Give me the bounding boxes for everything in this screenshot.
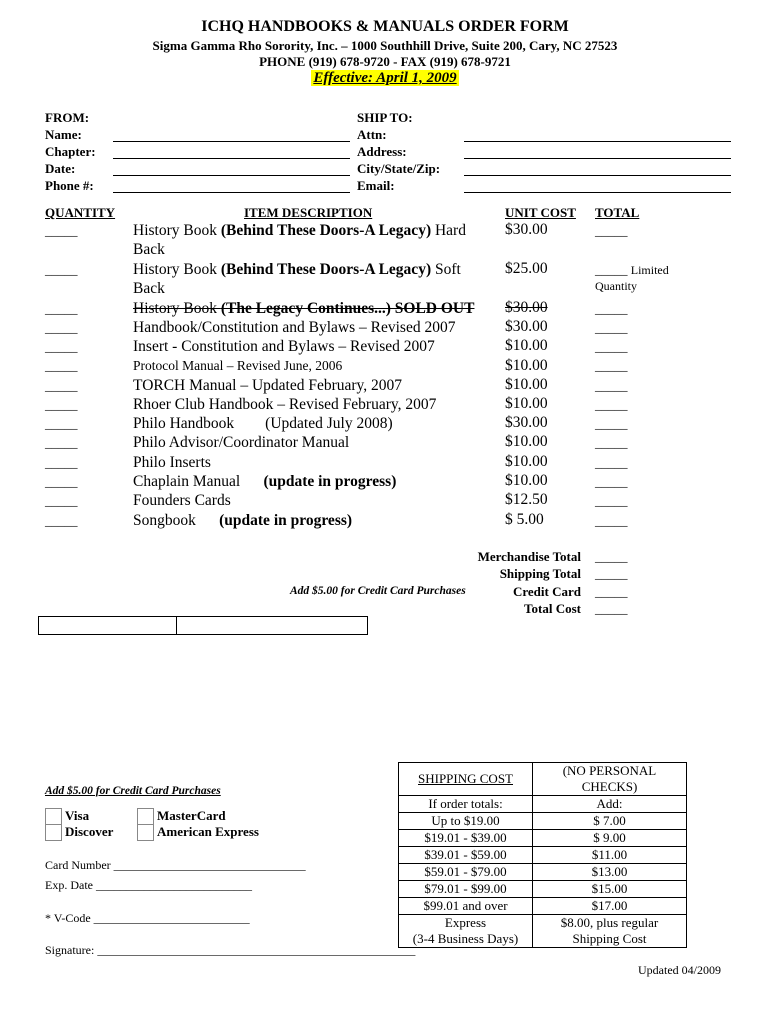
discover-label: Discover	[65, 824, 114, 839]
shipto-address-field[interactable]	[464, 158, 731, 159]
effective-date: Effective: April 1, 2009	[313, 70, 457, 86]
table-row	[399, 847, 687, 864]
total-cost-field[interactable]: _____	[595, 601, 628, 616]
item-description: Philo Handbook (Updated July 2008)	[133, 415, 393, 432]
credit-card-label: Credit Card	[512, 584, 581, 599]
org-address: Sigma Gamma Rho Sorority, Inc. – 1000 Southhill Drive, Suite 200, Cary, NC 27523	[152, 38, 618, 53]
item-description: History Book (Behind These Doors-A Legacy) Soft Back	[133, 261, 461, 297]
item-description: Philo Advisor/Coordinator Manual	[133, 434, 350, 451]
quantity-note: Quantity	[595, 279, 637, 293]
shipto-attn-field[interactable]	[464, 141, 731, 142]
updated-date: Updated 04/2009	[638, 963, 721, 977]
blank-box-divider	[176, 617, 177, 634]
order-range: Up to $19.00	[399, 813, 533, 830]
item-description: Handbook/Constitution and Bylaws – Revised 2007	[133, 319, 456, 336]
amex-checkbox[interactable]	[137, 824, 154, 841]
item-description: Insert - Constitution and Bylaws – Revised 2007	[133, 338, 435, 355]
total-field[interactable]: _____	[595, 301, 628, 316]
shipto-email-label: Email:	[357, 178, 395, 193]
item-description: Songbook (update in progress)	[133, 512, 353, 529]
amex-label: American Express	[157, 824, 259, 839]
col-unit-cost: UNIT COST	[505, 205, 576, 220]
unit-cost: $10.00	[505, 376, 548, 393]
unit-cost: $30.00	[505, 414, 548, 431]
merchandise-total-label: Merchandise Total	[477, 549, 581, 564]
table-row	[399, 881, 687, 898]
table-row	[399, 813, 687, 830]
table-row	[399, 915, 687, 948]
shipping-fee: $ 9.00	[533, 830, 687, 847]
shipto-city-label: City/State/Zip:	[357, 161, 441, 176]
from-name-label: Name:	[45, 127, 82, 142]
table-row	[399, 796, 687, 813]
shipping-cost-table	[398, 762, 687, 948]
order-range: $79.01 - $99.00	[399, 881, 533, 898]
from-chapter-field[interactable]	[113, 158, 350, 159]
shipto-address-label: Address:	[357, 144, 407, 159]
unit-cost: $30.00	[505, 221, 548, 238]
limited-note: Limited	[630, 263, 669, 277]
shipto-heading: SHIP TO:	[357, 110, 413, 125]
cc-surcharge-note: Add $5.00 for Credit Card Purchases	[290, 585, 466, 597]
merchandise-total-field[interactable]: _____	[595, 549, 628, 564]
total-field[interactable]: _____ Limited	[595, 262, 669, 277]
unit-cost: $10.00	[505, 472, 548, 489]
vcode-field[interactable]: * V-Code __________________________	[45, 911, 250, 925]
total-field[interactable]: _____	[595, 513, 628, 528]
unit-cost: $10.00	[505, 357, 548, 374]
total-field[interactable]: _____	[595, 358, 628, 373]
shipping-fee: $ 7.00	[533, 813, 687, 830]
unit-cost: $ 5.00	[505, 511, 544, 528]
unit-cost: $10.00	[505, 433, 548, 450]
total-field[interactable]: _____	[595, 397, 628, 412]
unit-cost: $10.00	[505, 395, 548, 412]
item-description: Rhoer Club Handbook – Revised February, 2007	[133, 396, 437, 413]
total-field[interactable]: _____	[595, 223, 628, 238]
unit-cost: $30.00	[505, 318, 548, 335]
unit-cost: $10.00	[505, 453, 548, 470]
col-total: TOTAL	[595, 205, 640, 220]
item-description: TORCH Manual – Updated February, 2007	[133, 377, 403, 394]
from-phone-label: Phone #:	[45, 178, 94, 193]
phone-fax: PHONE (919) 678-9720 - FAX (919) 678-9721	[259, 54, 511, 69]
qty-field[interactable]: _____	[45, 223, 78, 238]
payment-cc-note: Add $5.00 for Credit Card Purchases	[45, 785, 221, 797]
qty-field[interactable]: _____	[45, 493, 78, 508]
qty-field[interactable]: _____	[45, 416, 78, 431]
unit-cost: $30.00	[505, 299, 548, 316]
qty-field[interactable]: _____	[45, 262, 78, 277]
card-number-field[interactable]: Card Number ________________________________	[45, 858, 306, 872]
express-option: Express (3-4 Business Days)	[399, 915, 533, 948]
item-description: Philo Inserts	[133, 454, 211, 471]
from-name-field[interactable]	[113, 141, 350, 142]
from-phone-field[interactable]	[113, 192, 350, 193]
table-row	[399, 864, 687, 881]
shipping-fee: $17.00	[533, 898, 687, 915]
shipping-fee: $11.00	[533, 847, 687, 864]
total-field[interactable]: _____	[595, 435, 628, 450]
from-heading: FROM:	[45, 110, 90, 125]
order-range: $39.01 - $59.00	[399, 847, 533, 864]
qty-field[interactable]: _____	[45, 397, 78, 412]
shipping-total-label: Shipping Total	[499, 566, 581, 581]
item-description: Chaplain Manual (update in progress)	[133, 473, 397, 490]
total-cost-label: Total Cost	[524, 601, 581, 616]
shipping-fee: $13.00	[533, 864, 687, 881]
from-date-label: Date:	[45, 161, 76, 176]
visa-checkbox[interactable]	[45, 808, 62, 825]
table-row	[399, 830, 687, 847]
qty-field[interactable]: _____	[45, 435, 78, 450]
express-fee: $8.00, plus regular Shipping Cost	[533, 915, 687, 948]
no-checks-header: (NO PERSONAL CHECKS)	[533, 763, 687, 796]
unit-cost: $12.50	[505, 491, 548, 508]
qty-field[interactable]: _____	[45, 320, 78, 335]
item-description: Protocol Manual – Revised June, 2006	[133, 358, 343, 373]
item-description: History Book (Behind These Doors-A Legacy) Hard Back	[133, 222, 466, 258]
unit-cost: $25.00	[505, 260, 548, 277]
total-field[interactable]: _____	[595, 378, 628, 393]
total-field[interactable]: _____	[595, 339, 628, 354]
shipto-city-field[interactable]	[464, 175, 731, 176]
col-description: ITEM DESCRIPTION	[244, 205, 373, 220]
table-row	[399, 898, 687, 915]
credit-card-field[interactable]: _____	[595, 584, 628, 599]
signature-field[interactable]: Signature: _____________________________________________________	[45, 943, 416, 957]
total-field[interactable]: _____	[595, 493, 628, 508]
table-row	[399, 763, 687, 796]
mastercard-checkbox[interactable]	[137, 808, 154, 825]
qty-field[interactable]: _____	[45, 339, 78, 354]
qty-field[interactable]: _____	[45, 378, 78, 393]
shipto-attn-label: Attn:	[357, 127, 387, 142]
blank-box[interactable]	[38, 616, 368, 635]
shipping-total-field[interactable]: _____	[595, 566, 628, 581]
mastercard-label: MasterCard	[157, 808, 226, 823]
item-description-soldout: History Book (The Legacy Continues...) SOLD OUT	[133, 300, 475, 317]
exp-date-field[interactable]: Exp. Date __________________________	[45, 878, 252, 892]
shipping-cost-header: SHIPPING COST	[399, 763, 533, 796]
qty-field[interactable]: _____	[45, 513, 78, 528]
order-range: $99.01 and over	[399, 898, 533, 915]
qty-field[interactable]: _____	[45, 474, 78, 489]
total-field[interactable]: _____	[595, 416, 628, 431]
shipping-fee: $15.00	[533, 881, 687, 898]
visa-label: Visa	[65, 808, 90, 823]
col-quantity: QUANTITY	[45, 205, 116, 220]
order-range: $19.01 - $39.00	[399, 830, 533, 847]
qty-field[interactable]: _____	[45, 301, 78, 316]
total-field[interactable]: _____	[595, 474, 628, 489]
total-field[interactable]: _____	[595, 455, 628, 470]
discover-checkbox[interactable]	[45, 824, 62, 841]
item-description: Founders Cards	[133, 492, 231, 509]
from-date-field[interactable]	[113, 175, 350, 176]
shipto-email-field[interactable]	[464, 192, 731, 193]
form-title: ICHQ HANDBOOKS & MANUALS ORDER FORM	[201, 18, 569, 35]
qty-field[interactable]: _____	[45, 358, 78, 373]
order-range: $59.01 - $79.00	[399, 864, 533, 881]
unit-cost: $10.00	[505, 337, 548, 354]
if-order-totals: If order totals:	[399, 796, 533, 813]
from-chapter-label: Chapter:	[45, 144, 96, 159]
add-label: Add:	[533, 796, 687, 813]
qty-field[interactable]: _____	[45, 455, 78, 470]
total-field[interactable]: _____	[595, 320, 628, 335]
